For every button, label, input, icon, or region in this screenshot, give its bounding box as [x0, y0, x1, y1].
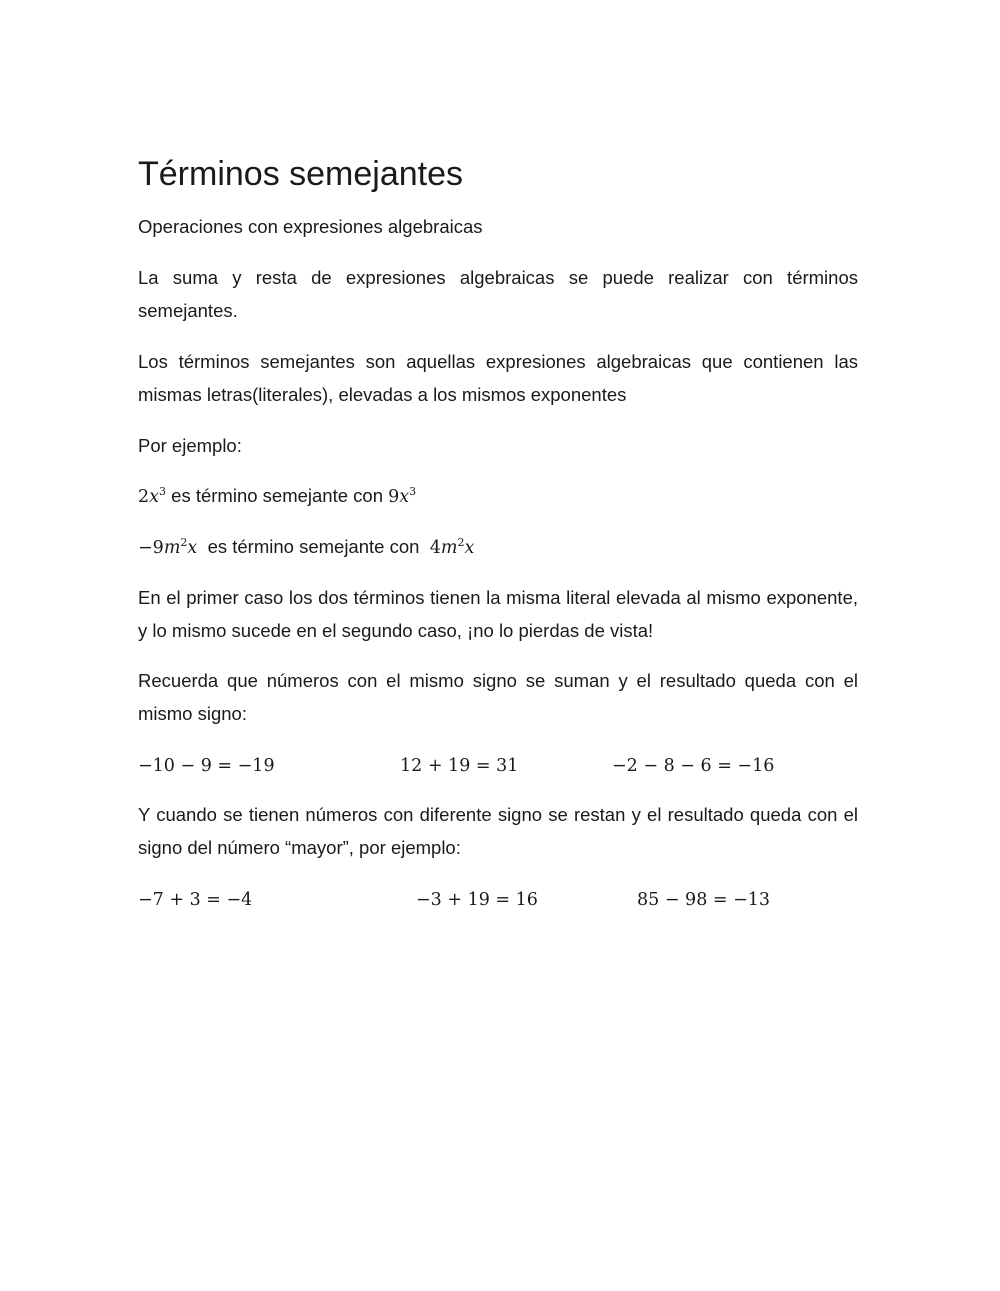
paragraph-definicion: Los términos semejantes son aquellas expresiones algebraicas que contienen las mismas letras(literales), elevadas a los mismos exponentes: [138, 351, 858, 405]
paragraph-mismo-signo: Recuerda que números con el mismo signo se suman y el resultado queda con el mismo signo:: [138, 670, 858, 724]
equation-same-sign-2: 12 + 19 = 31: [400, 756, 519, 776]
example-line-2: [138, 530, 858, 565]
term-4m2x: $4m^2x$: [429, 536, 475, 558]
term-2x3: $2x^3$: [138, 485, 167, 507]
term-neg9m2x: $-9m^2x$: [138, 536, 198, 558]
equation-same-sign-3: −2 − 8 − 6 = −16: [612, 756, 775, 776]
example-1-text: es término semejante con: [166, 485, 389, 506]
equation-diff-sign-1: −7 + 3 = −4: [138, 890, 253, 910]
paragraph-diferente-signo: Y cuando se tienen números con diferente signo se restan y el resultado queda con el signo del número “mayor”, por ejemplo:: [138, 804, 858, 858]
page-title: Términos semejantes: [138, 155, 464, 193]
equation-same-sign-1: −10 − 9 = −19: [138, 756, 275, 776]
example-2-text: es término semejante con: [197, 536, 430, 557]
equation-diff-sign-2: −3 + 19 = 16: [416, 890, 538, 910]
term-9x3: $9x^3$: [388, 485, 417, 507]
example-line-1: [138, 479, 858, 514]
paragraph-primer-caso: En el primer caso los dos términos tienen la misma literal elevada al mismo exponente, y lo mismo sucede en el segundo caso, ¡no lo pierdas de vista!: [138, 587, 858, 641]
por-ejemplo-label: Por ejemplo:: [138, 435, 242, 456]
equation-diff-sign-3: 85 − 98 = −13: [637, 890, 771, 910]
subtitle: Operaciones con expresiones algebraicas: [138, 216, 483, 237]
paragraph-suma-resta: La suma y resta de expresiones algebraicas se puede realizar con términos semejantes.: [138, 267, 858, 321]
